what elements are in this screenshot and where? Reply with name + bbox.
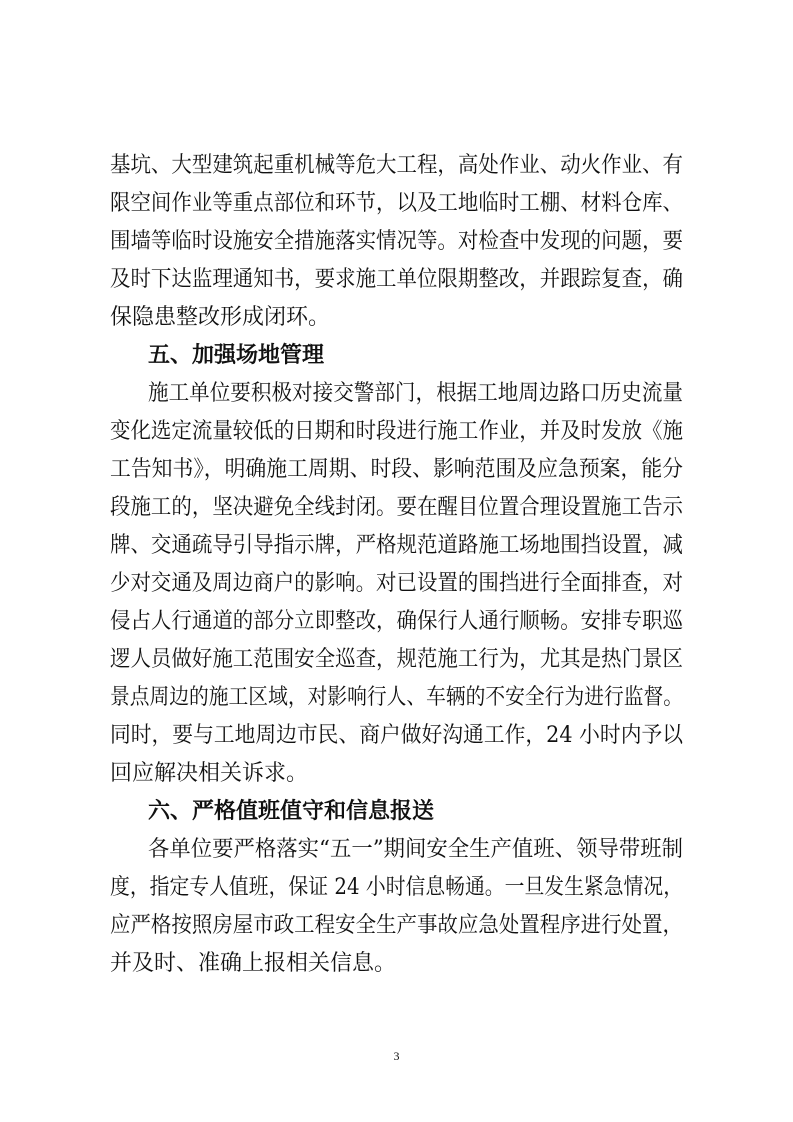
body-text-line: 牌、交通疏导引导指示牌，严格规范道路施工场地围挡设置，减: [110, 533, 684, 558]
body-text-line: 景点周边的施工区域，对影响行人、车辆的不安全行为进行监督。: [110, 685, 684, 710]
body-text-line: 限空间作业等重点部位和环节，以及工地临时工棚、材料仓库、: [110, 191, 684, 216]
body-text-line: 应严格按照房屋市政工程安全生产事故应急处置程序进行处置，: [110, 913, 684, 938]
body-text-line: 逻人员做好施工范围安全巡查，规范施工行为，尤其是热门景区: [110, 647, 684, 672]
body-text-line: 各单位要严格落实“五一”期间安全生产值班、领导带班制: [148, 837, 683, 862]
body-text-line: 段施工的，坚决避免全线封闭。要在醒目位置合理设置施工告示: [110, 495, 684, 520]
section-heading: 五、加强场地管理: [148, 343, 325, 368]
body-text-line: 同时，要与工地周边市民、商户做好沟通工作，24 小时内予以: [110, 723, 684, 748]
body-text-line: 侵占人行通道的部分立即整改，确保行人通行顺畅。安排专职巡: [110, 609, 684, 634]
body-text-line: 工告知书》，明确施工周期、时段、影响范围及应急预案，能分: [110, 457, 684, 482]
body-text-line: 变化选定流量较低的日期和时段进行施工作业，并及时发放《施: [110, 419, 684, 444]
body-text-line: 及时下达监理通知书，要求施工单位限期整改，并跟踪复查，确: [110, 267, 684, 292]
body-text-line: 基坑、大型建筑起重机械等危大工程，高处作业、动火作业、有: [110, 153, 684, 178]
body-text-line: 保隐患整改形成闭环。: [110, 305, 331, 330]
body-text-line: 围墙等临时设施安全措施落实情况等。对检查中发现的问题，要: [110, 229, 684, 254]
body-text-line: 施工单位要积极对接交警部门，根据工地周边路口历史流量: [148, 381, 684, 406]
page-number: 3: [393, 1049, 400, 1063]
body-text-line: 回应解决相关诉求。: [110, 761, 309, 786]
body-text-line: 度，指定专人值班，保证 24 小时信息畅通。一旦发生紧急情况，: [110, 875, 684, 900]
body-text-line: 少对交通及周边商户的影响。对已设置的围挡进行全面排查，对: [110, 571, 684, 596]
body-text-line: 并及时、准确上报相关信息。: [110, 951, 397, 976]
section-heading: 六、严格值班值守和信息报送: [148, 799, 435, 824]
